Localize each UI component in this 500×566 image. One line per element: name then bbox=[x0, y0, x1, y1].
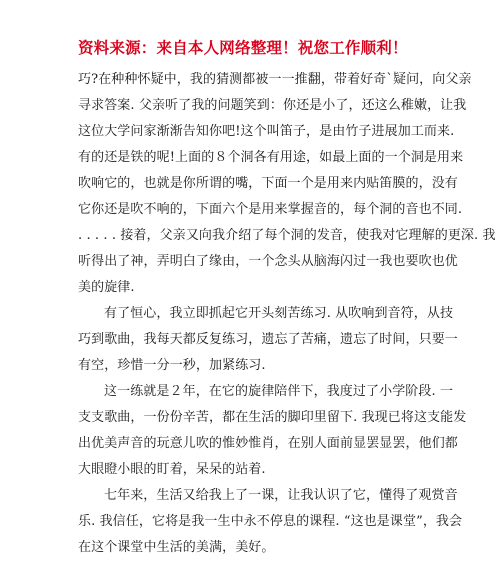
text-line: 支支歌曲，一份份辛苦，都在生活的脚印里留下. 我现已将这支能发 bbox=[78, 410, 467, 425]
text-line: 在这个课堂中生活的美满，美好。 bbox=[78, 540, 275, 555]
text-line: 它你还是吹不响的，下面六个是用来掌握音的，每个洞的音也不同. bbox=[78, 202, 463, 217]
text-line: 出优美声音的玩意儿吹的惟妙惟肖，在别人面前显罢显罢，他们都 bbox=[78, 436, 458, 451]
text-line: 听得出了神，弄明白了缘由，一个念头从脑海闪过一我也要吹也优 bbox=[78, 254, 458, 269]
paragraph-start-line: 这一练就是２年，在它的旋律陪伴下，我度过了小学阶段. 一 bbox=[104, 384, 454, 399]
text-line: 美的旋律. bbox=[78, 280, 135, 295]
text-line: . . . . . 接着，父亲又向我介绍了每个洞的发音，使我对它理解的更深. 我 bbox=[78, 228, 496, 243]
paragraph-start-line: 有了恒心，我立即抓起它开头刻苦练习. 从吹响到音符，从技 bbox=[104, 306, 454, 321]
text-line: 乐. 我信任，它将是我一生中永不停息的课程. “这也是课堂”，我会 bbox=[78, 514, 463, 529]
text-line: 巧到歌曲，我每天都反复练习，遗忘了苦痛，遗忘了时间，只要一 bbox=[78, 332, 458, 347]
paragraph-start-line: 七年来，生活又给我上了一课，让我认识了它，懂得了观赏音 bbox=[104, 488, 458, 503]
text-line: 大眼瞪小眼的盯着，呆呆的站着. bbox=[78, 462, 266, 477]
text-line: 寻求答案. 父亲听了我的问题笑到：你还是小了，还这么稚嫩，让我 bbox=[78, 98, 467, 113]
text-line: 有空，珍惜一分一秒，加紧练习. bbox=[78, 358, 266, 373]
text-line: 巧?在种种怀疑中，我的猜测都被一一推翻，带着好奇`疑问，向父亲 bbox=[78, 72, 472, 87]
text-line: 有的还是铁的呢!上面的８个洞各有用途，如最上面的一个洞是用来 bbox=[78, 150, 464, 165]
text-line: 这位大学问家渐渐告知你吧!这个叫笛子，是由竹子进展加工而来. bbox=[78, 124, 455, 139]
source-header: 资料来源：来自本人网络整理！祝您工作顺利！ bbox=[78, 38, 408, 57]
text-line: 吹响它的，也就是你所谓的嘴，下面一个是用来内贴笛膜的，没有 bbox=[78, 176, 458, 191]
